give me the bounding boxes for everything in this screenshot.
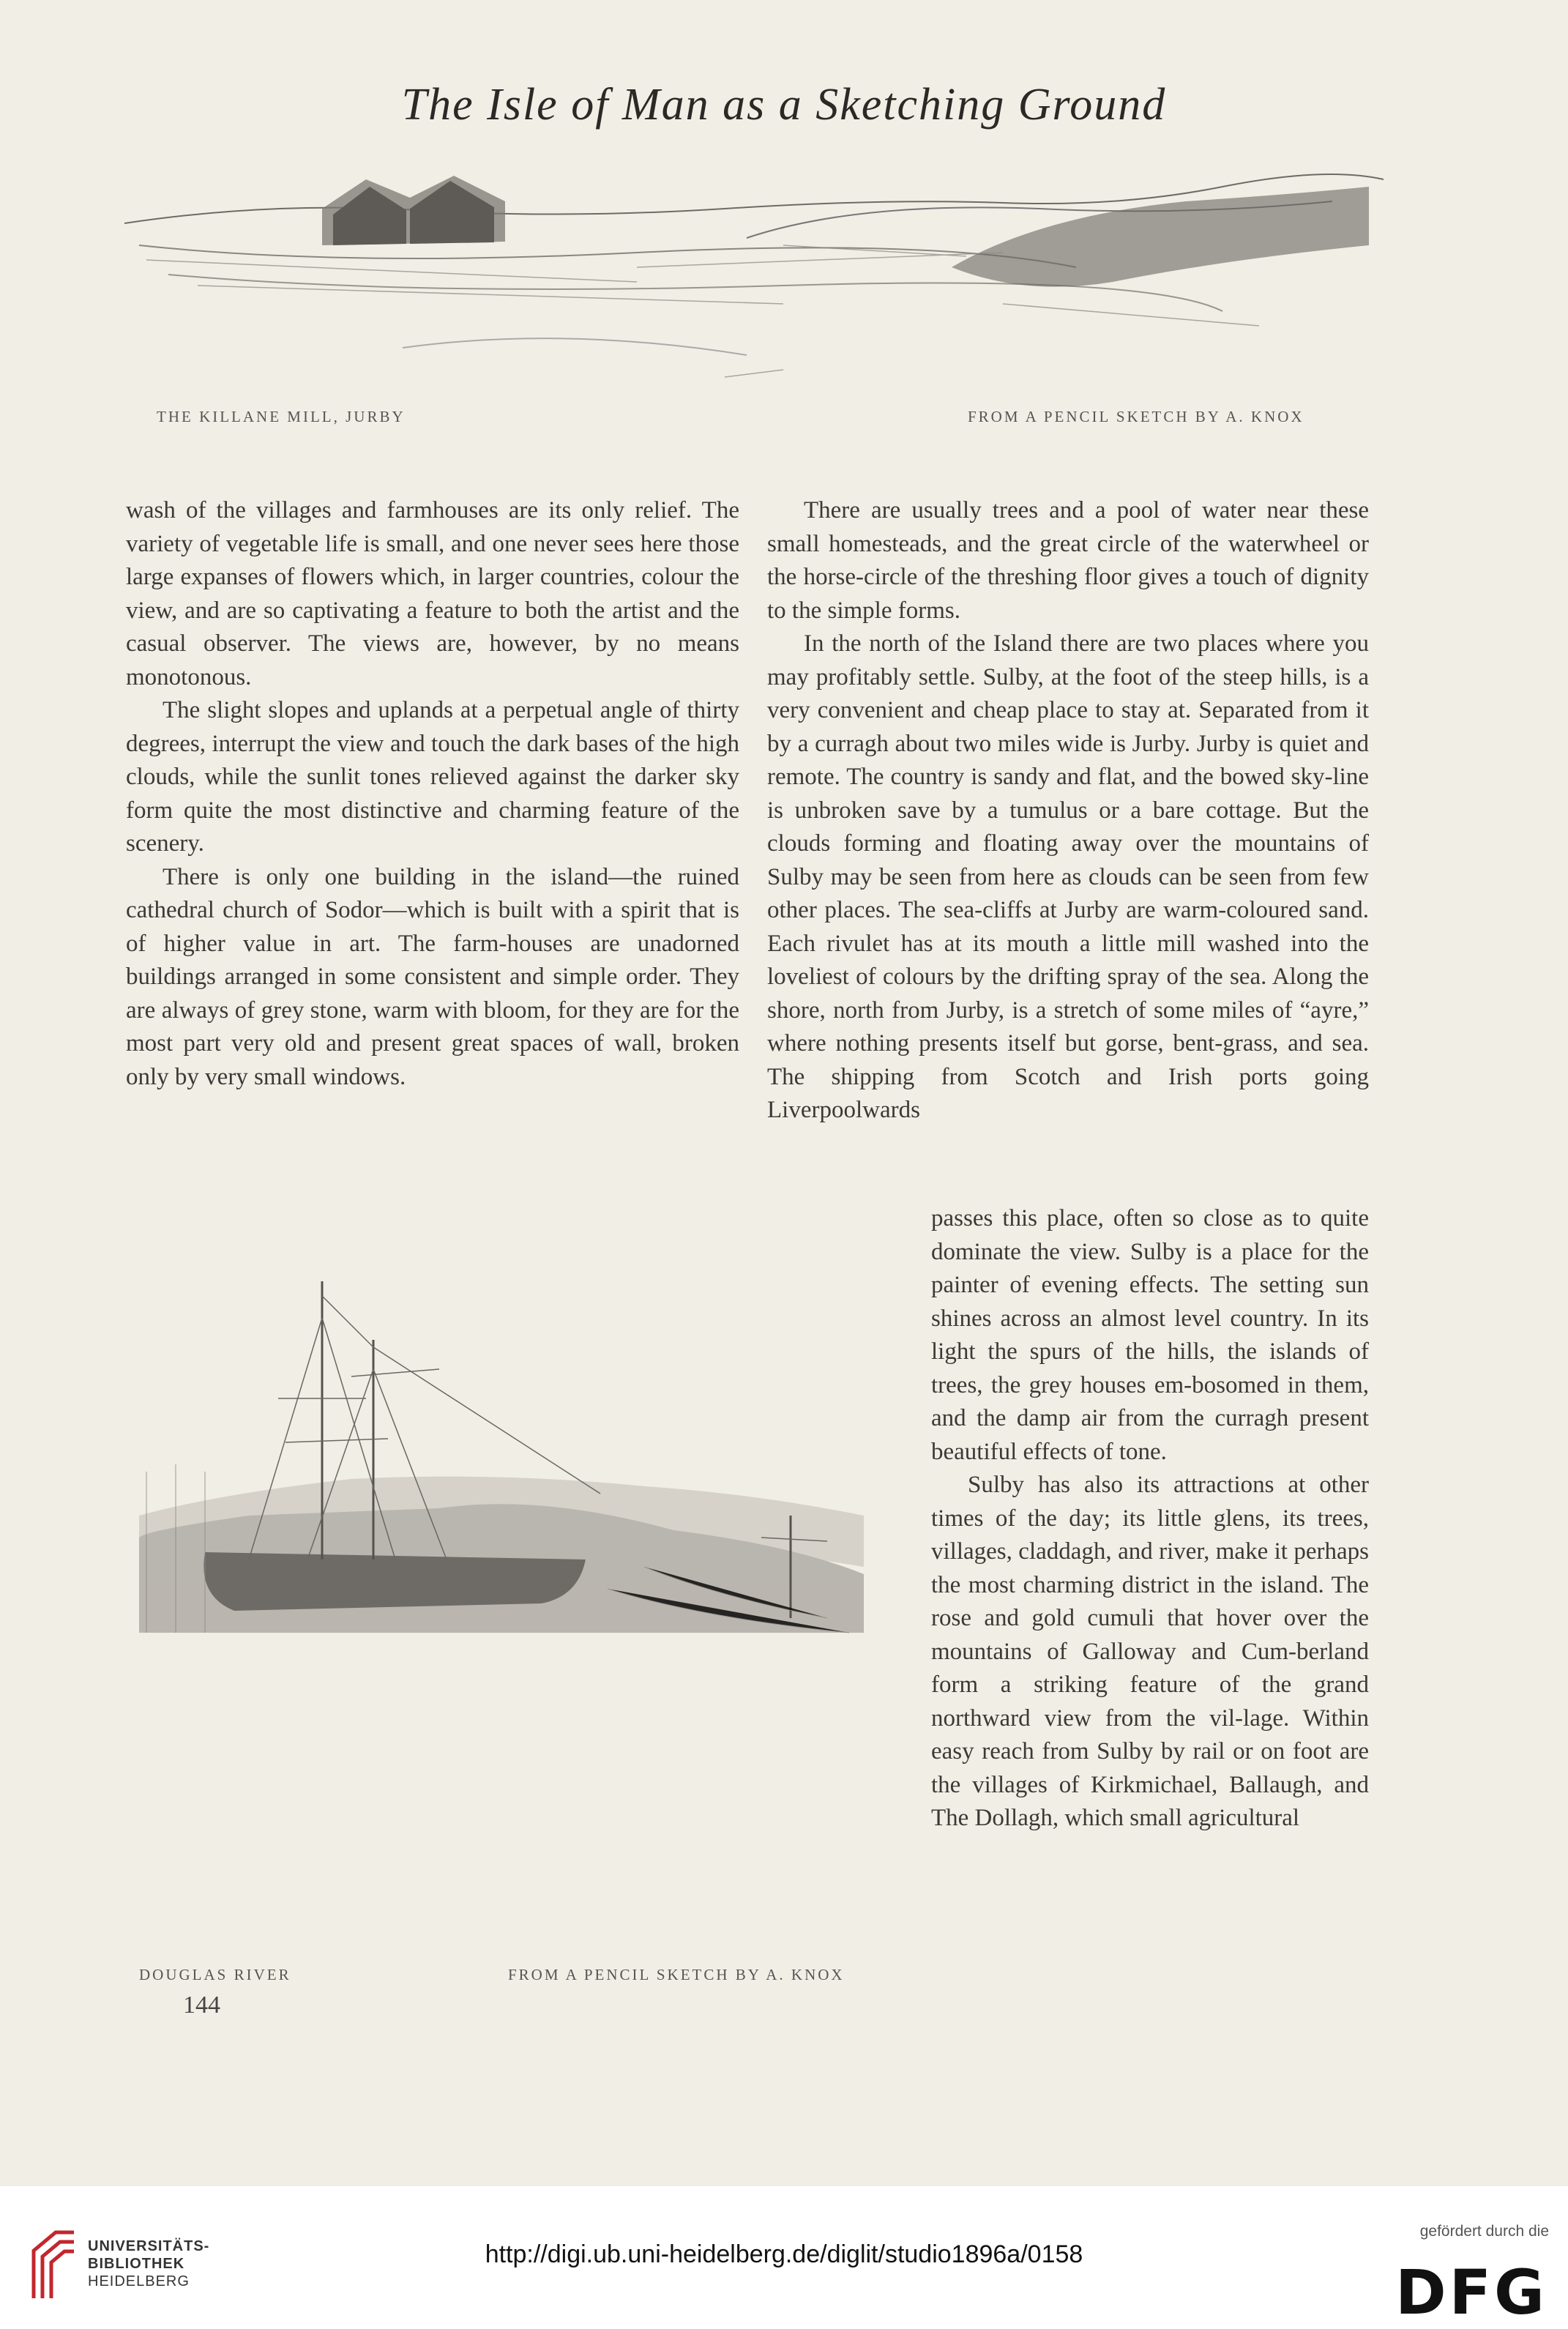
bottom-figure-caption-left: DOUGLAS RIVER (139, 1966, 291, 1983)
footer-bar (0, 2186, 1568, 2329)
right-narrow-column (931, 1202, 1369, 1836)
library-name-line-2: BIBLIOTHEK (88, 2256, 185, 2272)
funder-note: gefördert durch die (1419, 2223, 1549, 2240)
library-name-line-3: HEIDELBERG (88, 2273, 190, 2289)
left-paragraph-2: The slight slopes and uplands at a perpetual angle of thirty degrees, interrupt the view and touch the dark bases of the high clouds, while the sunlit tones relieved against the darker sky form quite the most distinctive and charming feature of the scenery. (126, 697, 739, 857)
source-url-link[interactable]: http://digi.ub.uni-heidelberg.de/diglit/studio1896a/0158 (485, 2240, 1083, 2268)
narrow-paragraph-1: passes this place, often so close as to quite dominate the view. Sulby is a place for the painter of evening effects. The setting sun shines across an almost level country. In its light the spurs of the hills, the islands of trees, the grey houses em-bosomed in them, and the damp air from the curragh present beautiful effects of tone. (931, 1205, 1369, 1465)
library-name-line-1: UNIVERSITÄTS- (88, 2238, 210, 2254)
top-figure-caption-left: THE KILLANE MILL, JURBY (157, 408, 406, 425)
left-paragraph-1: wash of the villages and farmhouses are its only relief. The variety of vegetable life is small, and one never sees here those large expanses of flowers which, in larger countries, colour the view, and are so captivating a feature to both the artist and the casual observer. The views are, however, by no means monotonous. (126, 497, 739, 690)
right-paragraph-1: There are usually trees and a pool of water near these small homesteads, and the great circle of the waterwheel or the horse-circle of the threshing floor gives a touch of dignity to the simple forms. (767, 497, 1369, 624)
bottom-figure-caption-right: FROM A PENCIL SKETCH BY A. KNOX (508, 1966, 845, 1983)
left-paragraph-3: There is only one building in the island—the ruined cathedral church of Sodor—which is built with a spirit that is of higher value in art. The farm-houses are unadorned buildings arranged in some consistent and simple order. They are always of grey stone, warm with bloom, for they are for the most part very old and present great spaces of wall, broken only by very small windows. (126, 863, 739, 1090)
narrow-paragraph-2: Sulby has also its attractions at other times of the day; its little glens, its trees, villages, claddagh, and river, make it perhaps the most charming district in the island. The rose and gold cumuli that hover over the mountains of Galloway and Cum-berland form a striking feature of the grand northward view from the vil-lage. Within easy reach from Sulby by rail or on foot are the villages of Kirkmichael, Ballaugh, and The Dollagh, which small agricultural (931, 1472, 1369, 1831)
left-column (126, 494, 739, 1094)
right-paragraph-2: In the north of the Island there are two places where you may profitably settle. Sulby, at the foot of the steep hills, is a very convenient and cheap place to stay at. Separated from it by a curragh about two miles wide is Jurby. Jurby is quiet and remote. The country is sandy and flat, and the bowed sky-line is unbroken save by a tumulus or a bare cottage. But the clouds forming and floating away over the mountains of Sulby may be seen from here as clouds can be seen from few other places. The sea-cliffs at Jurby are warm-coloured sand. Each rivulet has at its mouth a little mill washed into the loveliest of colours by the drifting spray of the sea. Along the shore, north from Jurby, is a stretch of some miles of “ayre,” where nothing presents itself but gorse, bent-grass, and sea. The shipping from Scotch and Irish ports going Liverpoolwards (767, 630, 1369, 1123)
page-number: 144 (183, 1991, 220, 2019)
right-column (767, 494, 1369, 1128)
douglas-river-sketch (132, 1252, 886, 1647)
killane-mill-sketch (124, 157, 1384, 399)
dfg-logo: DFG (1395, 2257, 1548, 2328)
page-title: The Isle of Man as a Sketching Ground (401, 80, 1167, 130)
top-figure-caption-right: FROM A PENCIL SKETCH BY A. KNOX (968, 408, 1304, 425)
